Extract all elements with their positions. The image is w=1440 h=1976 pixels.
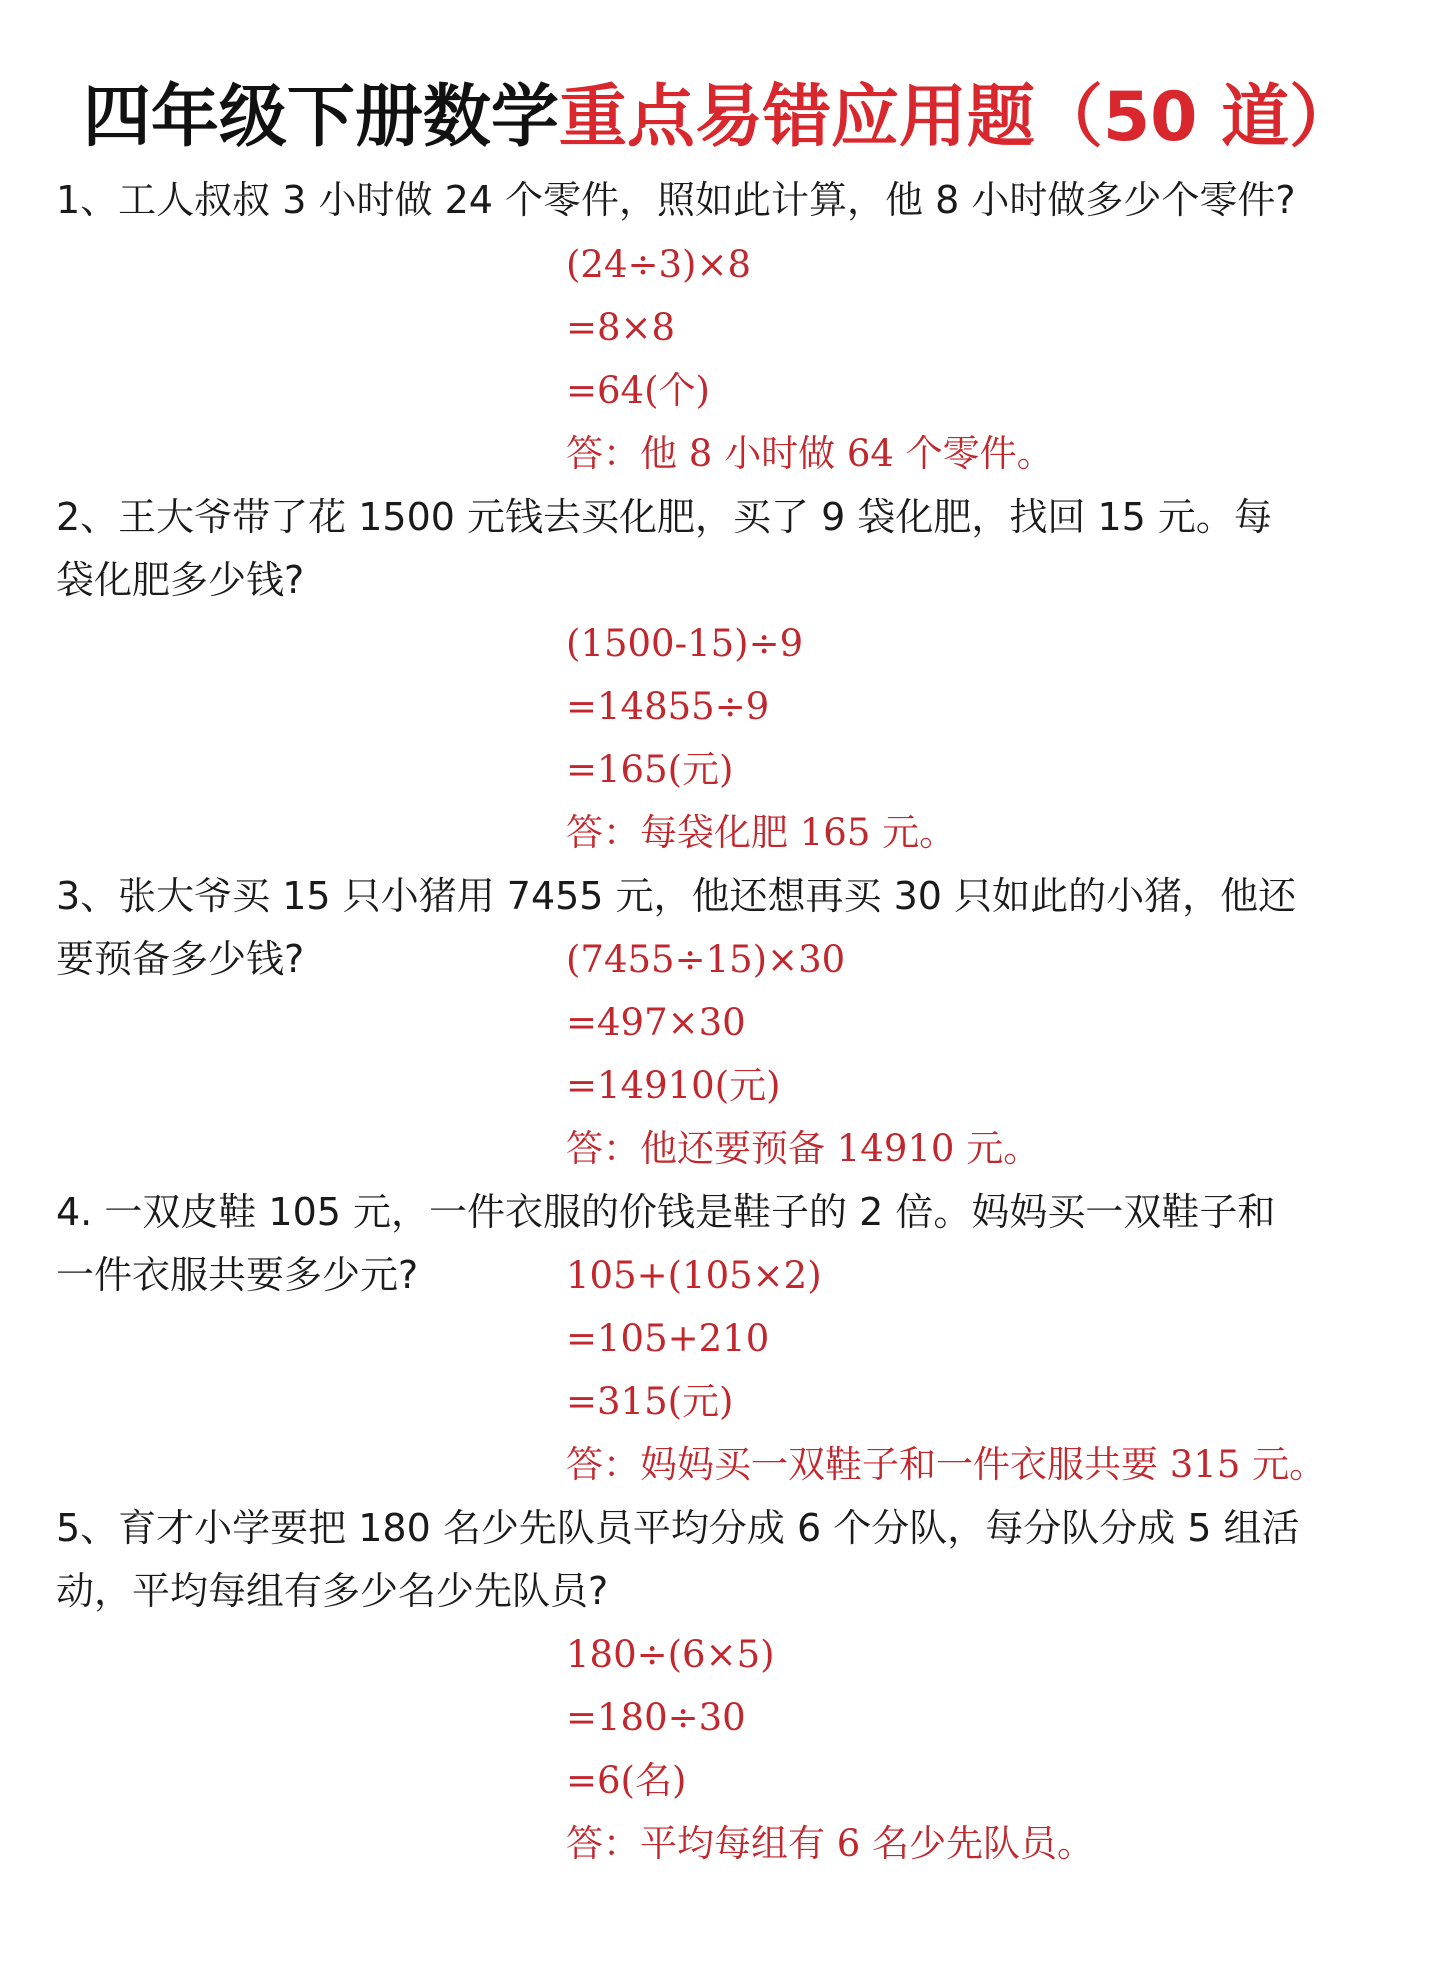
question-line: 2、王大爷带了花 1500 元钱去买化肥，买了 9 袋化肥，找回 15 元。每	[56, 495, 1272, 539]
solution-answer: 答：他 8 小时做 64 个零件。	[566, 432, 1054, 475]
problem-5-question	[56, 1497, 1396, 1623]
question-line: 动，平均每组有多少名少先队员?	[56, 1569, 609, 1613]
solution-answer: 答：他还要预备 14910 元。	[566, 1127, 1041, 1170]
question-line: 袋化肥多少钱?	[56, 558, 305, 602]
solution-answer: 答：妈妈买一双鞋子和一件衣服共要 315 元。	[566, 1443, 1327, 1486]
question-line: 5、育才小学要把 180 名少先队员平均分成 6 个分队，每分队分成 5 组活	[56, 1506, 1300, 1550]
question-line: 4. 一双皮鞋 105 元，一件衣服的价钱是鞋子的 2 倍。妈妈买一双鞋子和	[56, 1190, 1276, 1234]
problem-1-question	[56, 169, 1396, 232]
solution-step: =315(元)	[566, 1380, 734, 1423]
solution-step: (24÷3)×8	[566, 243, 752, 286]
problem-2-question	[56, 486, 1396, 612]
solution-step: =64(个)	[566, 369, 710, 412]
solution-step: 180÷(6×5)	[566, 1633, 775, 1676]
problem-5-solution	[566, 1623, 1094, 1875]
solution-answer: 答：平均每组有 6 名少先队员。	[566, 1822, 1095, 1865]
solution-answer: 答：每袋化肥 165 元。	[566, 811, 957, 854]
solution-step: =165(元)	[566, 748, 734, 791]
problem-1-solution	[566, 233, 1054, 485]
solution-step: =6(名)	[566, 1759, 687, 1802]
title-part-red: 重点易错应用题（50 道）	[558, 78, 1358, 157]
solution-step: (1500-15)÷9	[566, 622, 804, 665]
solution-step: =8×8	[566, 306, 676, 349]
solution-step: =14910(元)	[566, 1064, 781, 1107]
question-line: 要预备多少钱?	[56, 937, 305, 981]
solution-step: =497×30	[566, 1001, 746, 1044]
question-line: 一件衣服共要多少元?	[56, 1253, 419, 1297]
solution-step: (7455÷15)×30	[566, 938, 846, 981]
solution-step: =14855÷9	[566, 685, 770, 728]
problem-3-solution	[566, 928, 1040, 1180]
problem-4-solution	[566, 1244, 1326, 1496]
solution-step: 105+(105×2)	[566, 1254, 822, 1297]
question-line: 1、工人叔叔 3 小时做 24 个零件，照如此计算，他 8 小时做多少个零件?	[56, 178, 1296, 222]
solution-step: =180÷30	[566, 1696, 746, 1739]
page-title	[0, 70, 1440, 166]
solution-step: =105+210	[566, 1317, 770, 1360]
problem-2-solution	[566, 612, 956, 864]
title-part-black: 四年级下册数学	[82, 78, 559, 157]
question-line: 3、张大爷买 15 只小猪用 7455 元，他还想再买 30 只如此的小猪，他还	[56, 874, 1297, 918]
